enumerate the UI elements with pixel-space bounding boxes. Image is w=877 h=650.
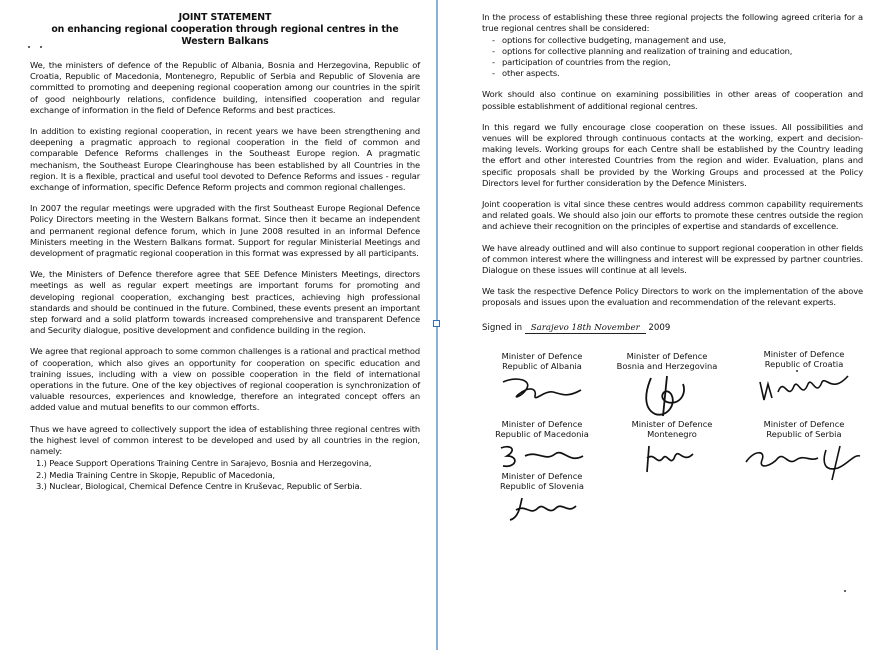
criteria-item-4: - other aspects. <box>502 68 863 79</box>
paragraph-10: We have already outlined and will also continue to support regional cooperation in other fields of common interest where the willingness and interest will be expressed by partner countries. Dialogue on these issues will continue at all levels. <box>482 242 863 276</box>
signatory-country: Montenegro <box>647 429 697 440</box>
criteria-item-2: - options for collective planning and realization of training and education, <box>502 46 863 57</box>
title-line-1: JOINT STATEMENT <box>178 12 272 23</box>
centre-item-1: 1.) Peace Support Operations Training Centre in Sarajevo, Bosnia and Herzegovina, <box>36 458 372 469</box>
signatory-country: Republic of Macedonia <box>495 429 589 440</box>
centre-item-3: 3.) Nuclear, Biological, Chemical Defence Centre in Kruševac, Republic of Serbia. <box>36 480 362 491</box>
handwritten-signature <box>627 374 707 420</box>
signed-year: 2009 <box>648 322 671 333</box>
signed-place: Sarajevo 18th November <box>525 323 646 334</box>
paragraph-5: We agree that regional approach to some common challenges is a rational and practical method of cooperation, which also gives an opportunity for cooperation on specific education and training issues, including with a view on possible cooperation in the field of international operations in the future. One of the key objectives of regional cooperation is synchronization of valuable resources, experiences and knowledge, therefore an integrated concept offers an added value and mutual benefits to our common efforts. <box>30 346 420 413</box>
signatory-country: Republic of Albania <box>502 361 582 372</box>
signatory-country: Bosnia and Herzegovina <box>616 361 718 372</box>
paragraph-2: In addition to existing regional cooperation, in recent years we have been strengthening and deepening a pragmatic approach to regional cooperation in the field of common and comparable Defence Reforms challenges in the Southeast Europe region. A pragmatic mechanism, the Southeast Europe Clearinghouse has been established by all Countries in the region. It is a flexible, practical and useful tool devoted to Defence Reforms and issues - regular exchange of information, specific Defence Reform projects and common regional challenges. <box>30 126 420 193</box>
page-right <box>440 0 877 650</box>
paragraph-8: In this regard we fully encourage close cooperation on these issues. All possibilities and venues will be explored through continuous contacts at the working, expert and decision-making levels. Working groups for each Centre shall be established by the Country leading the effort and other interested Countries from the region and wider. Evaluation, plans and specific proposals shall be provided by the Working Groups and processed at the Policy Directors level for further consideration by the Defence Ministers. <box>482 121 863 188</box>
criteria-list <box>502 35 863 79</box>
signatory-title: Minister of Defence <box>501 350 583 361</box>
handwritten-signature <box>497 442 587 472</box>
paragraph-9: Joint cooperation is vital since these centres would address common capability requirements and related goals. We should also join our efforts to promote these centres outside the region and achieve their recognition on the principles of expertise and standards of excellence. <box>482 199 863 232</box>
handwritten-signature <box>754 372 854 406</box>
signature-albania <box>482 351 602 408</box>
handwritten-signature <box>497 374 587 408</box>
signatory-title: Minister of Defence <box>763 418 845 429</box>
scan-speck <box>28 46 30 48</box>
signatures-block <box>482 348 863 561</box>
signature-croatia <box>744 349 864 406</box>
signatory-title: Minister of Defence <box>501 418 583 429</box>
signing-line <box>482 323 863 333</box>
signatory-title: Minister of Defence <box>763 348 845 359</box>
joint-statement-title <box>30 12 420 48</box>
criteria-item-1: - options for collective budgeting, management and use, <box>502 35 863 46</box>
scan-speck <box>844 590 846 592</box>
signature-bosnia <box>602 351 732 420</box>
page-left <box>0 0 436 650</box>
signatory-country: Republic of Serbia <box>766 429 842 440</box>
paragraph-6: Thus we have agreed to collectively support the idea of establishing three regional centres with the highest level of common interest to be developed and used by all countries in the region, namely: <box>30 423 420 457</box>
signatory-country: Republic of Croatia <box>764 359 844 370</box>
title-line-3: Western Balkans <box>181 36 269 47</box>
paragraph-11: We task the respective Defence Policy Directors to work on the implementation of the above proposals and issues upon the evaluation and recommendation of the relevant experts. <box>482 286 863 308</box>
scan-speck <box>40 46 42 48</box>
criteria-item-3: - participation of countries from the region, <box>502 57 863 68</box>
signature-serbia <box>744 419 864 482</box>
signature-montenegro <box>617 419 727 476</box>
scan-speck <box>796 370 798 372</box>
signatory-title: Minister of Defence <box>631 418 713 429</box>
handwritten-signature <box>637 442 707 476</box>
signed-label: Signed in <box>482 322 523 333</box>
handwritten-signature <box>502 494 582 524</box>
signatory-country: Republic of Slovenia <box>499 481 585 492</box>
signatory-title: Minister of Defence <box>626 350 708 361</box>
centres-list <box>36 458 420 492</box>
handwritten-signature <box>744 442 864 482</box>
signature-slovenia <box>482 471 602 524</box>
paragraph-4: We, the Ministers of Defence therefore agree that SEE Defence Ministers Meetings, directors meetings as well as regular expert meetings are important forums for promoting and developing regional cooperation, exchanging best practices, achieving high professional standards and should be continued in the future. Combined, these events present an important step forward and a solid platform towards increased comprehensive and transparent Defence and Security dialogue, positive development and confidence building in the region. <box>30 269 420 336</box>
signatory-title: Minister of Defence <box>501 470 583 481</box>
paragraph-1: We, the ministers of defence of the Republic of Albania, Bosnia and Herzegovina, Republic of Croatia, Republic of Macedonia, Montenegro, Republic of Serbia and Republic of Slovenia are committed to promoting and deepening regional cooperation among our countries in the spirit of good neighbourly relations, confidence building, intensified cooperation and regular exchange of information in the field of Defence Reforms and best practices. <box>30 60 420 115</box>
centre-item-2: 2.) Media Training Centre in Skopje, Republic of Macedonia, <box>36 469 275 480</box>
resize-handle[interactable] <box>433 320 440 327</box>
title-line-2: on enhancing regional cooperation through regional centres in the <box>51 24 399 35</box>
paragraph-3: In 2007 the regular meetings were upgraded with the first Southeast Europe Regional Defence Policy Directors meeting in the Western Balkans format. Since then it became an independent and permanent regional defence forum, which in June 2008 resulted in an informal Defence Ministers meeting in the Western Balkans format. Support for regular Ministerial Meetings and development of pragmatic regional cooperation in this format was expressed by all participants. <box>30 203 420 259</box>
paragraph-7: Work should also continue on examining possibilities in other areas of cooperation and possible establishment of additional regional centres. <box>482 89 863 111</box>
criteria-intro: In the process of establishing these three regional projects the following agreed criteria for a true regional centres shall be considered: <box>482 12 863 34</box>
signature-macedonia <box>482 419 602 472</box>
